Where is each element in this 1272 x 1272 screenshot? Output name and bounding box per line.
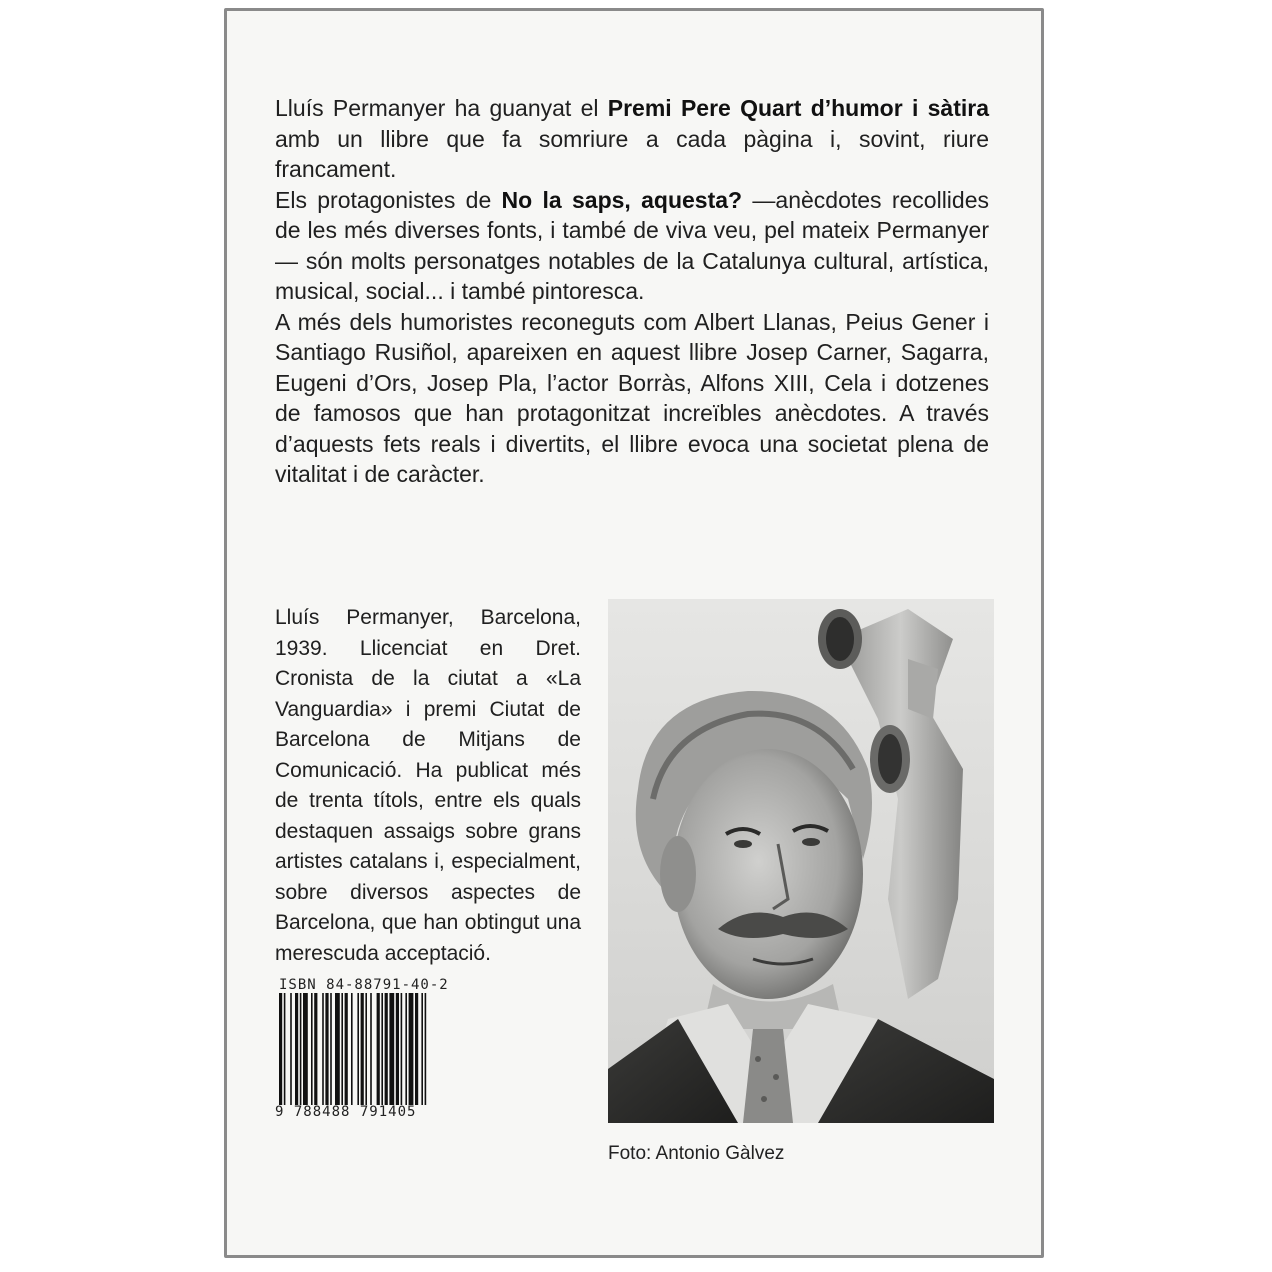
author-bio: Lluís Permanyer, Barcelona, 1939. Llicenciat en Dret. Cronista de la ciutat a «La Vanguardia» i premi Ciutat de Barcelona de Mitjans de Comunicació. Ha publicat més de trenta títols, entre els quals destaquen assaigs sobre grans artistes catalans i, especialment, sobre diversos aspectes de Barcelona, que han obtingut una merescuda acceptació. xyxy=(275,606,581,965)
book-title: No la saps, aquesta? xyxy=(501,186,743,213)
blurb-paragraph-2: Els protagonistes de No la saps, aquesta? —anècdotes recollides de les més diverses fonts, i també de viva veu, pel mateix Permanyer— són molts personatges notables de la Catalunya cultural, artística, musical, social... i també pintoresca. xyxy=(275,186,989,304)
author-photo xyxy=(608,599,994,1123)
award-name: Premi Pere Quart d’humor i sàtira xyxy=(607,95,989,121)
blurb-text xyxy=(275,93,989,490)
ean-number: 9 788488 791405 xyxy=(275,1104,417,1120)
barcode xyxy=(279,993,477,1105)
photo-credit: Foto: Antonio Gàlvez xyxy=(608,1143,785,1164)
isbn-number: ISBN 84-88791-40-2 xyxy=(279,977,449,993)
blurb-paragraph-3: A més dels humoristes reconeguts com Albert Llanas, Peius Gener i Santiago Rusiñol, apareixen en aquest llibre Josep Carner, Sagarra, Eugeni d’Ors, Josep Pla, l’actor Borràs, Alfons XIII, Cela i dotzenes de famosos que han protagonitzat increïbles anècdotes. A través d’aquests fets reals i divertits, el llibre evoca una societat plena de vitalitat i de caràcter. xyxy=(275,308,989,487)
book-back-cover xyxy=(224,8,1044,1258)
blurb-paragraph-1: Lluís Permanyer ha guanyat el Premi Pere Quart d’humor i sàtira amb un llibre que fa somriure a cada pàgina i, sovint, riure francament. xyxy=(275,95,989,182)
